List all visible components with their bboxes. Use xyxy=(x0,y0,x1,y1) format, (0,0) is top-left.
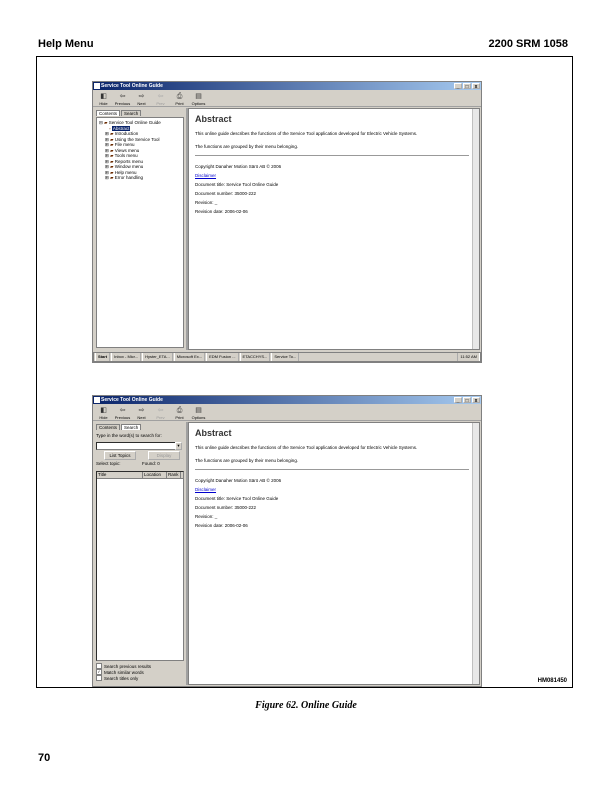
back-arrow-icon: ⇦ xyxy=(119,93,126,100)
forward-arrow-icon: ⇨ xyxy=(138,93,145,100)
contents-tree xyxy=(96,117,184,348)
list-header xyxy=(97,472,183,479)
page-number: 70 xyxy=(38,752,51,764)
taskbar xyxy=(93,352,481,362)
taskbar-item[interactable]: ETACCHYS... xyxy=(240,352,271,362)
disclaimer-link[interactable]: Disclaimer xyxy=(195,487,217,492)
page-icon: ▫ xyxy=(109,125,111,131)
book-icon: ▰ xyxy=(110,147,114,153)
document-heading: Abstract xyxy=(195,114,232,124)
vertical-scrollbar[interactable] xyxy=(472,423,479,684)
content-pane xyxy=(188,422,480,685)
search-panel xyxy=(96,431,184,683)
options-icon: ▤ xyxy=(195,93,202,100)
taskbar-item[interactable]: EDM Fusion ... xyxy=(206,352,238,362)
printer-icon: ⎙ xyxy=(176,93,183,100)
figure-id: HM081450 xyxy=(537,678,567,684)
clock: 11:52 AM xyxy=(457,352,480,362)
list-topics-button[interactable]: List Topics xyxy=(104,451,136,460)
tree-item[interactable]: ⊞ ▰ Introduction xyxy=(105,131,139,136)
paragraph: This online guide describes the functions of the Service Tool application developed for Electric Vehicle Systems. xyxy=(195,131,418,136)
column-rank[interactable]: Rank xyxy=(167,472,181,478)
navigation-pane xyxy=(94,422,188,685)
tab-contents[interactable]: Contents xyxy=(96,110,120,116)
found-count: Found: 0 xyxy=(142,461,160,466)
tree-item[interactable]: ⊞ ▰ Tools menu xyxy=(105,153,138,158)
minimize-button[interactable]: _ xyxy=(454,397,462,403)
display-button[interactable]: Display xyxy=(148,451,180,460)
option-match-similar[interactable]: ✓ Match similar words xyxy=(97,669,144,675)
printer-icon: ⎙ xyxy=(176,407,183,414)
paragraph: This online guide describes the functions of the Service Tool application developed for Electric Vehicle Systems. xyxy=(195,445,418,450)
hide-icon: ◧ xyxy=(100,407,107,414)
search-prompt: Type in the word(s) to search for: xyxy=(96,433,162,438)
title-bar xyxy=(93,396,481,404)
toolbar xyxy=(93,404,481,421)
help-window-search xyxy=(92,395,482,687)
column-location[interactable]: Location xyxy=(143,472,167,478)
doc-title: Document title: Service Tool Online Guide xyxy=(195,182,279,187)
book-icon: ▰ xyxy=(110,142,114,147)
print-button[interactable]: ⎙ Print xyxy=(175,93,184,106)
taskbar-item[interactable]: Inbox - Micr... xyxy=(111,352,141,362)
page-header-right: 2200 SRM 1058 xyxy=(488,38,568,50)
tab-contents[interactable]: Contents xyxy=(96,424,120,430)
book-icon: ▰ xyxy=(104,120,108,125)
maximize-button[interactable]: □ xyxy=(463,83,471,89)
divider xyxy=(195,155,469,156)
hide-button[interactable]: ◧ Hide xyxy=(99,407,108,420)
document-content xyxy=(195,113,469,216)
disabled-icon: ⇦ xyxy=(157,93,164,100)
book-icon: ▰ xyxy=(110,153,114,158)
window-title: Service Tool Online Guide xyxy=(101,397,163,403)
tree-item[interactable]: ⊞ ▰ Help menu xyxy=(105,169,137,175)
tab-search[interactable]: Search xyxy=(121,110,141,116)
taskbar-item-active[interactable]: Service To... xyxy=(271,352,299,362)
search-input[interactable] xyxy=(96,442,176,450)
copyright: Copyright Danaher Motion Särö AB © 2006 xyxy=(195,478,282,483)
nav-tabs xyxy=(94,422,186,430)
options-icon: ▤ xyxy=(195,407,202,414)
content-pane xyxy=(188,108,480,350)
tree-item[interactable]: ⊞ ▰ Reports menu xyxy=(105,158,144,164)
book-icon: ▰ xyxy=(110,164,114,169)
doc-title: Document title: Service Tool Online Guide xyxy=(195,496,279,501)
maximize-button[interactable]: □ xyxy=(463,397,471,403)
page-header-left: Help Menu xyxy=(38,38,94,50)
forward-arrow-icon: ⇨ xyxy=(138,407,145,414)
copyright: Copyright Danaher Motion Särö AB © 2006 xyxy=(195,164,282,169)
dropdown-arrow-icon[interactable]: ▾ xyxy=(175,442,182,450)
tree-item[interactable]: ⊞ ▰ Error handling xyxy=(105,175,144,180)
app-icon xyxy=(94,397,100,403)
tab-search[interactable]: Search xyxy=(121,424,141,430)
select-topic-label: Select topic: xyxy=(96,461,121,466)
prev-disabled-button[interactable]: ⇦ Prev xyxy=(156,93,165,106)
taskbar-item[interactable]: Microsoft Ex... xyxy=(174,352,205,362)
disclaimer-link[interactable]: Disclaimer xyxy=(195,173,217,178)
book-icon: ▰ xyxy=(110,131,114,136)
tree-item[interactable]: ⊞ ▰ Using the Service Tool xyxy=(105,136,160,142)
column-title[interactable]: Title xyxy=(97,472,143,478)
taskbar-item[interactable]: Hyster_ETA... xyxy=(142,352,173,362)
tree-item[interactable]: ⊞ ▰ Views menu xyxy=(105,147,140,153)
minimize-button[interactable]: _ xyxy=(454,83,462,89)
options-button[interactable]: ▤ Options xyxy=(191,407,206,420)
revision-date: Revision date: 2006-02-06 xyxy=(195,209,248,214)
book-icon: ▰ xyxy=(110,136,114,142)
hide-button[interactable]: ◧ Hide xyxy=(99,93,108,106)
disabled-icon: ⇦ xyxy=(157,407,164,414)
app-icon xyxy=(94,83,100,89)
book-icon: ▰ xyxy=(110,158,114,164)
tree-item[interactable]: ⊞ ▰ Window menu xyxy=(105,164,144,169)
print-button[interactable]: ⎙ Print xyxy=(175,407,184,420)
window-controls xyxy=(454,83,480,89)
hide-icon: ◧ xyxy=(100,93,107,100)
revision: Revision: _ xyxy=(195,514,218,519)
paragraph: The functions are grouped by their menu belonging. xyxy=(195,458,299,463)
document-heading: Abstract xyxy=(195,428,232,438)
tree-root[interactable]: ⊟ ▰ Service Tool Online Guide xyxy=(99,120,161,125)
previous-button[interactable]: ⇦ Previous xyxy=(114,407,131,420)
doc-number: Document number: 35000-222 xyxy=(195,191,257,196)
vertical-scrollbar[interactable] xyxy=(472,109,479,349)
figure-caption: Figure 62. Online Guide xyxy=(255,700,357,711)
results-list[interactable] xyxy=(96,471,184,661)
tree-item-abstract[interactable]: ▫ Abstract xyxy=(109,125,130,131)
navigation-pane xyxy=(94,108,188,350)
next-button[interactable]: ⇨ Next xyxy=(137,407,146,420)
doc-number: Document number: 35000-222 xyxy=(195,505,257,510)
book-icon: ▰ xyxy=(110,175,114,180)
figure-frame xyxy=(36,56,573,688)
revision-date: Revision date: 2006-02-06 xyxy=(195,523,248,528)
close-button[interactable]: x xyxy=(472,83,480,89)
toolbar xyxy=(93,90,481,107)
title-bar xyxy=(93,82,481,90)
document-content xyxy=(195,427,469,530)
start-button[interactable]: Start xyxy=(95,352,110,362)
close-button[interactable]: x xyxy=(472,397,480,403)
option-titles-only[interactable]: Search titles only xyxy=(96,675,138,681)
checkbox[interactable] xyxy=(96,675,102,681)
options-button[interactable]: ▤ Options xyxy=(191,93,206,106)
help-window-contents xyxy=(92,81,482,363)
book-icon: ▰ xyxy=(110,169,114,175)
back-arrow-icon: ⇦ xyxy=(119,407,126,414)
next-button[interactable]: ⇨ Next xyxy=(137,93,146,106)
previous-button[interactable]: ⇦ Previous xyxy=(114,93,131,106)
revision: Revision: _ xyxy=(195,200,218,205)
divider xyxy=(195,469,469,470)
prev-disabled-button[interactable]: ⇦ Prev xyxy=(156,407,165,420)
nav-tabs xyxy=(94,108,186,116)
checkbox-checked[interactable]: ✓ xyxy=(97,669,101,674)
tree-item[interactable]: ⊞ ▰ File menu xyxy=(105,142,135,147)
option-search-previous[interactable]: Search previous results xyxy=(96,663,151,669)
paragraph: The functions are grouped by their menu belonging. xyxy=(195,144,299,149)
window-title: Service Tool Online Guide xyxy=(101,83,163,89)
window-controls xyxy=(454,397,480,403)
